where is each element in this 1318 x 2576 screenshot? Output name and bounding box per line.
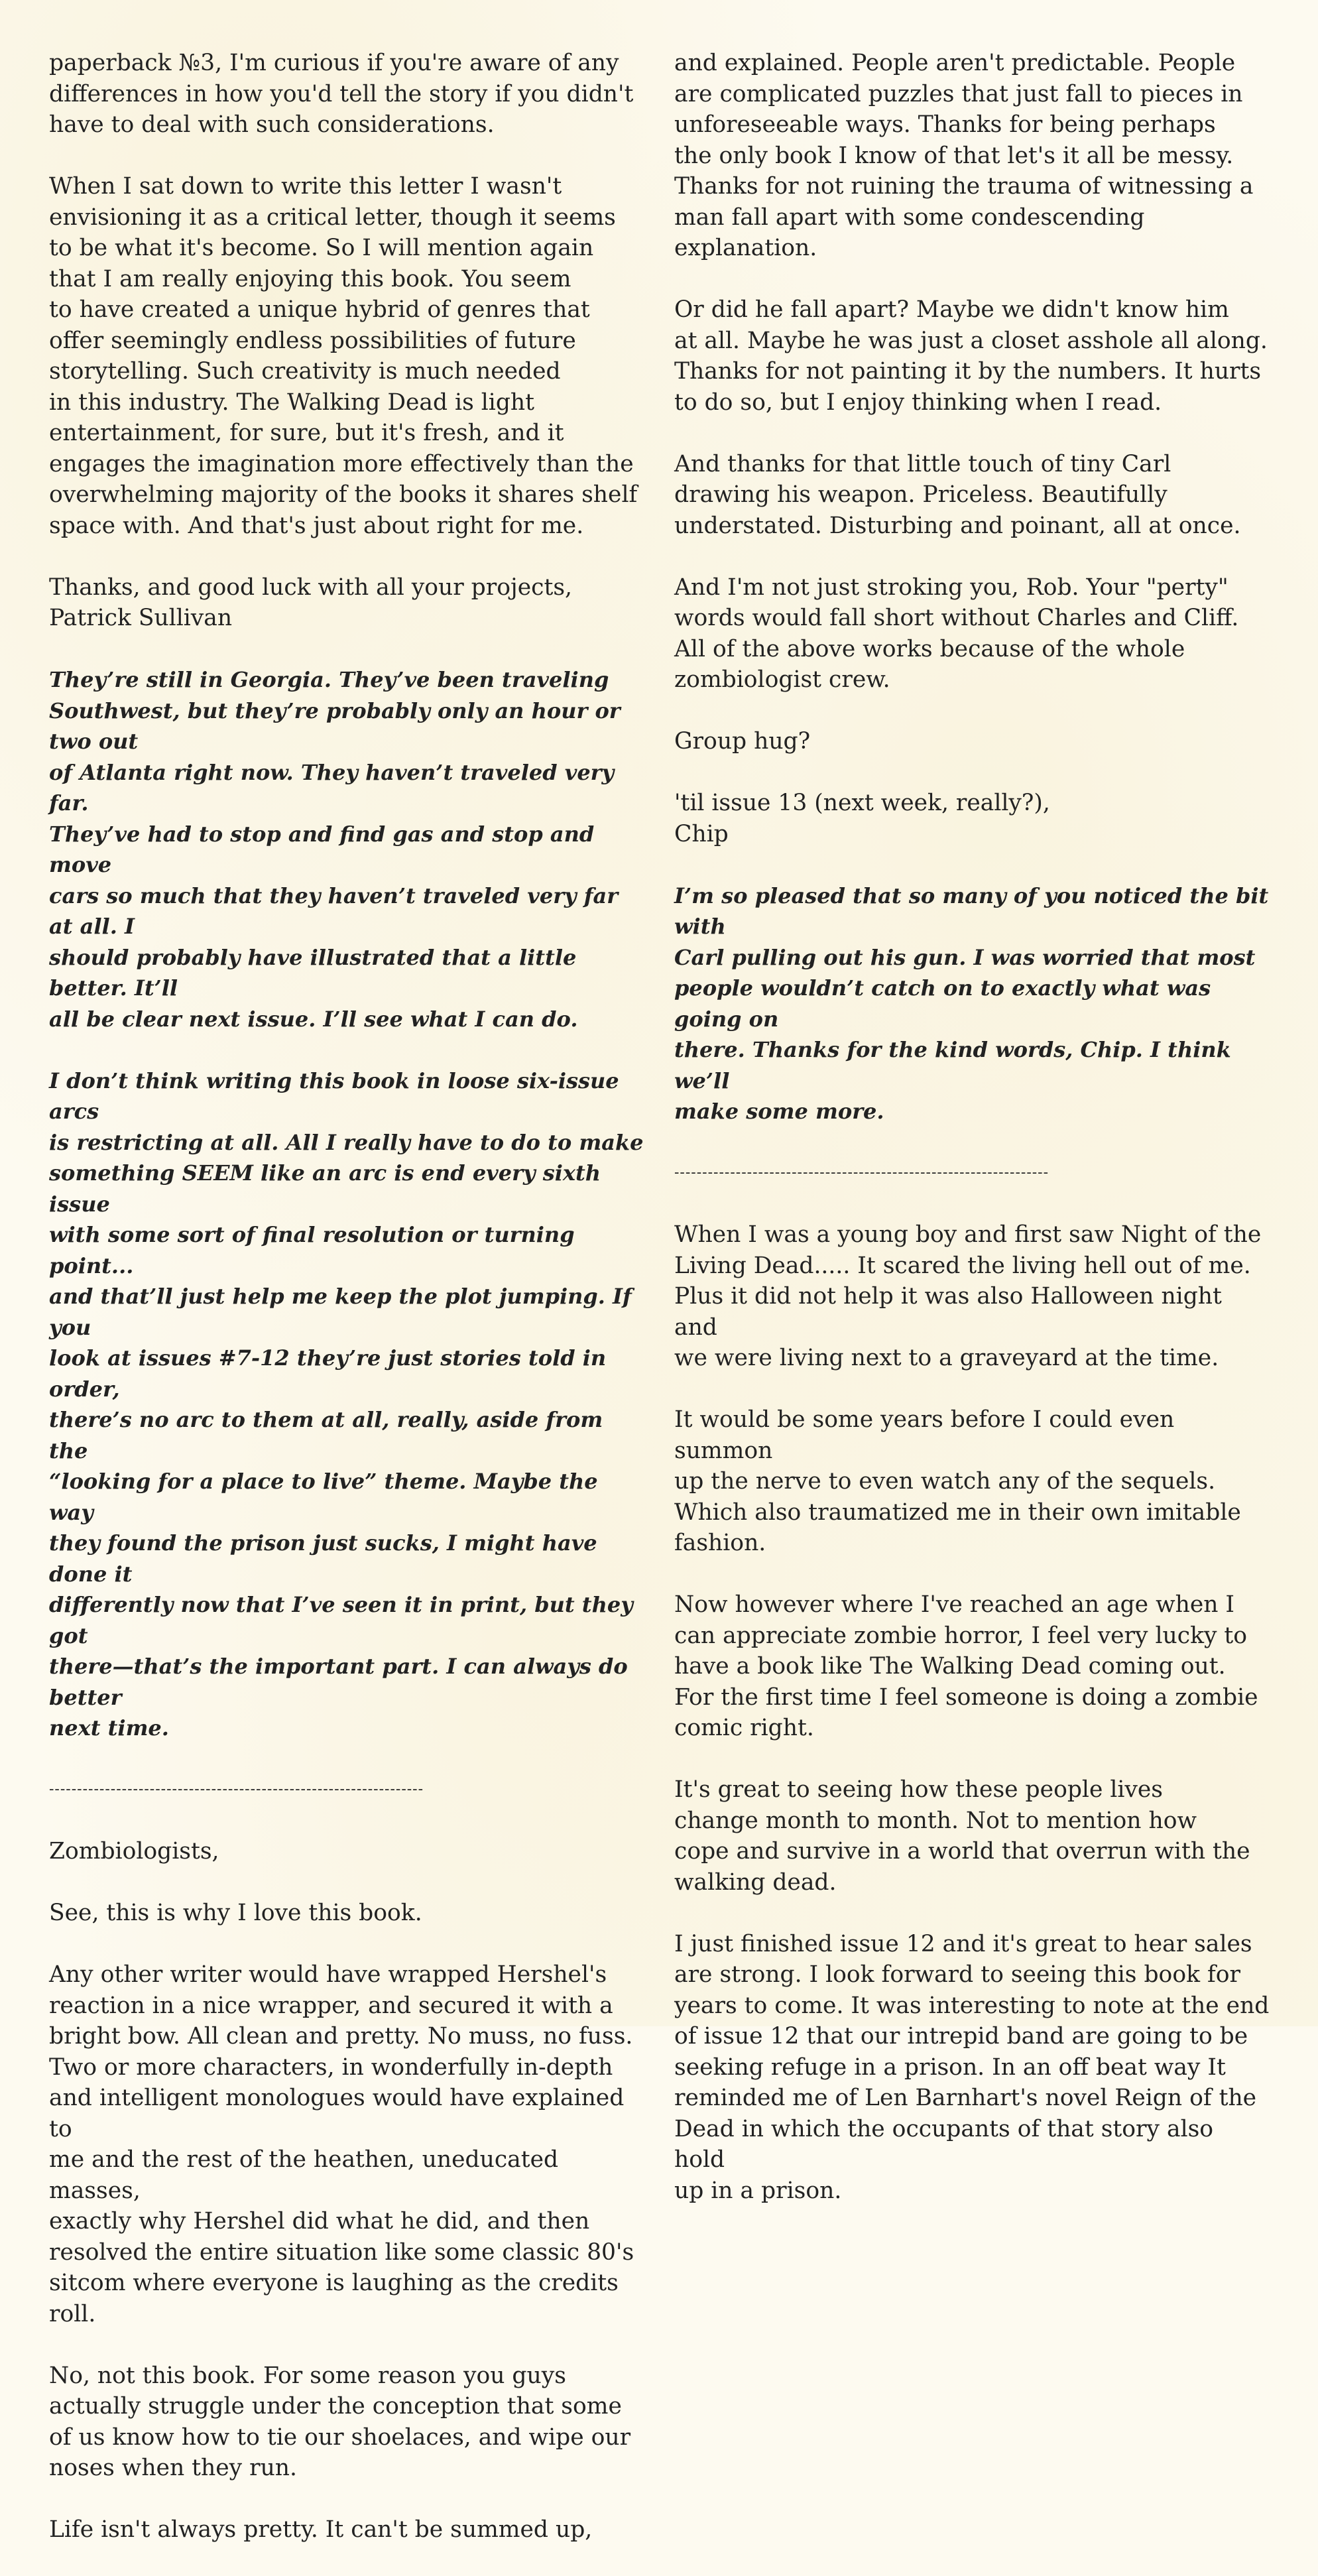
editor-reply: They’re still in Georgia. They’ve been traveling Southwest, but they’re probably only an hour or two out of Atlanta right now. They haven’t traveled very far. They’ve had to stop and find gas and stop and move cars so much that they haven’t traveled very far at all. I should probably have illustrated that a little better. It’ll all be clear next issue. I’ll see what I can do. bbox=[49, 667, 621, 1032]
letter-paragraph: See, this is why I love this book. bbox=[49, 1900, 422, 1926]
letter-paragraph: And I'm not just stroking you, Rob. Your "perty" words would fall short without Charles and Cliff. All of the above works because of the whole zombiologist crew. bbox=[674, 574, 1239, 693]
letter-paragraph: And thanks for that little touch of tiny Carl drawing his weapon. Priceless. Beautifully understated. Disturbing and poinant, all at once. bbox=[674, 450, 1241, 539]
letter-paragraph: paperback №3, I'm curious if you're aware of any differences in how you'd tell the story if you didn't have to deal with such considerations. bbox=[49, 50, 634, 138]
letter-paragraph: When I was a young boy and first saw Night of the Living Dead..... It scared the living hell out of me. Plus it did not help it was also Halloween night and we were living next to a graveyard at the time. bbox=[674, 1221, 1262, 1371]
letter-paragraph: and explained. People aren't predictable. People are complicated puzzles that just fall to pieces in unforeseeable ways. Thanks for being perhaps the only book I know of that let's it all be messy. Thanks for not ruining the trauma of witnessing a man fall apart with some condescending explanation. bbox=[674, 50, 1254, 261]
letter-paragraph: I just finished issue 12 and it's great to hear sales are strong. I look forward to seeing this book for years to come. It was interesting to note at the end of issue 12 that our intrepid band are going to be seeking refuge in a prison. In an off beat way It reminded me of Len Barnhart's novel Reign of the Dead in which the occupants of that story also hold up in a prison. bbox=[674, 1930, 1270, 2204]
letter-paragraph: It would be some years before I could even summon up the nerve to even watch any of the sequels. Which also traumatized me in their own imitable fashion. bbox=[674, 1406, 1241, 1556]
letter-signoff: Thanks, and good luck with all your projects, Patrick Sullivan bbox=[49, 574, 573, 631]
letter-paragraph: Or did he fall apart? Maybe we didn't know him at all. Maybe he was just a closet asshole all along. Thanks for not painting it by the numbers. It hurts to do so, but I enjoy thinking when I read. bbox=[674, 296, 1268, 416]
right-column bbox=[674, 48, 1271, 2237]
letter-salutation: Zombiologists, bbox=[49, 1838, 219, 1865]
letter-paragraph: Now however where I've reached an age when I can appreciate zombie horror, I feel very lucky to have a book like The Walking Dead coming out. For the first time I feel someone is doing a zombie comic right. bbox=[674, 1591, 1258, 1741]
letter-paragraph: When I sat down to write this letter I wasn't envisioning it as a critical letter, though it seems to be what it's become. So I will mention again that I am really enjoying this book. You seem to have created a unique hybrid of genres that offer seemingly endless possibilities of future storytelling. Such creativity is much needed in this industry. The Walking Dead is light entertainment, for sure, but it's fresh, and it engages the imagination more effectively than the overwhelming majority of the books it shares shelf space with. And that's just about right for me. bbox=[49, 173, 638, 539]
letter-paragraph: It's great to seeing how these people lives change month to month. Not to mention how cope and survive in a world that overrun with the walking dead. bbox=[674, 1776, 1250, 1896]
editor-reply: I’m so pleased that so many of you noticed the bit with Carl pulling out his gun. I was worried that most people wouldn’t catch on to exactly what was going on there. Thanks for the kind words, Chip. I think we’ll make some more. bbox=[674, 883, 1269, 1124]
letter-paragraph: No, not this book. For some reason you guys actually struggle under the conception that some of us know how to tie our shoelaces, and wipe our noses when they run. bbox=[49, 2362, 631, 2481]
letter-paragraph: Life isn't always pretty. It can't be summed up, bbox=[49, 2516, 593, 2543]
letter-paragraph: Group hug? bbox=[674, 728, 811, 755]
letter-signoff: 'til issue 13 (next week, really?), Chip bbox=[674, 790, 1050, 847]
editor-reply: I don’t think writing this book in loose six-issue arcs is restricting at all. All I really have to do to make something SEEM like an arc is end every sixth issue with some sort of final resolution or turning point... and that’ll just help me keep the plot jumping. If you look at issues #7-12 they’re just stories told in order, there’s no arc to them at all, really, aside from the “looking for a place to live” theme. Maybe the way they found the prison just sucks, I might have done it differently now that I’ve seen it in print, but they got there—that’s the important part. I can always do better next time. bbox=[49, 1068, 644, 1741]
left-column bbox=[49, 48, 646, 2576]
letter-separator: ------------------------------------------------------------------- bbox=[674, 1164, 1049, 1181]
letter-separator: ------------------------------------------------------------------- bbox=[49, 1781, 424, 1798]
letter-paragraph: Any other writer would have wrapped Hershel's reaction in a nice wrapper, and secured it with a bright bow. All clean and pretty. No muss, no fuss. Two or more characters, in wonderfully in-depth and intelligent monologues would have explained to me and the rest of the heathen, uneducated masses, exactly why Hershel did what he did, and then resolved the entire situation like some classic 80's sitcom where everyone is laughing as the credits roll. bbox=[49, 1961, 634, 2327]
